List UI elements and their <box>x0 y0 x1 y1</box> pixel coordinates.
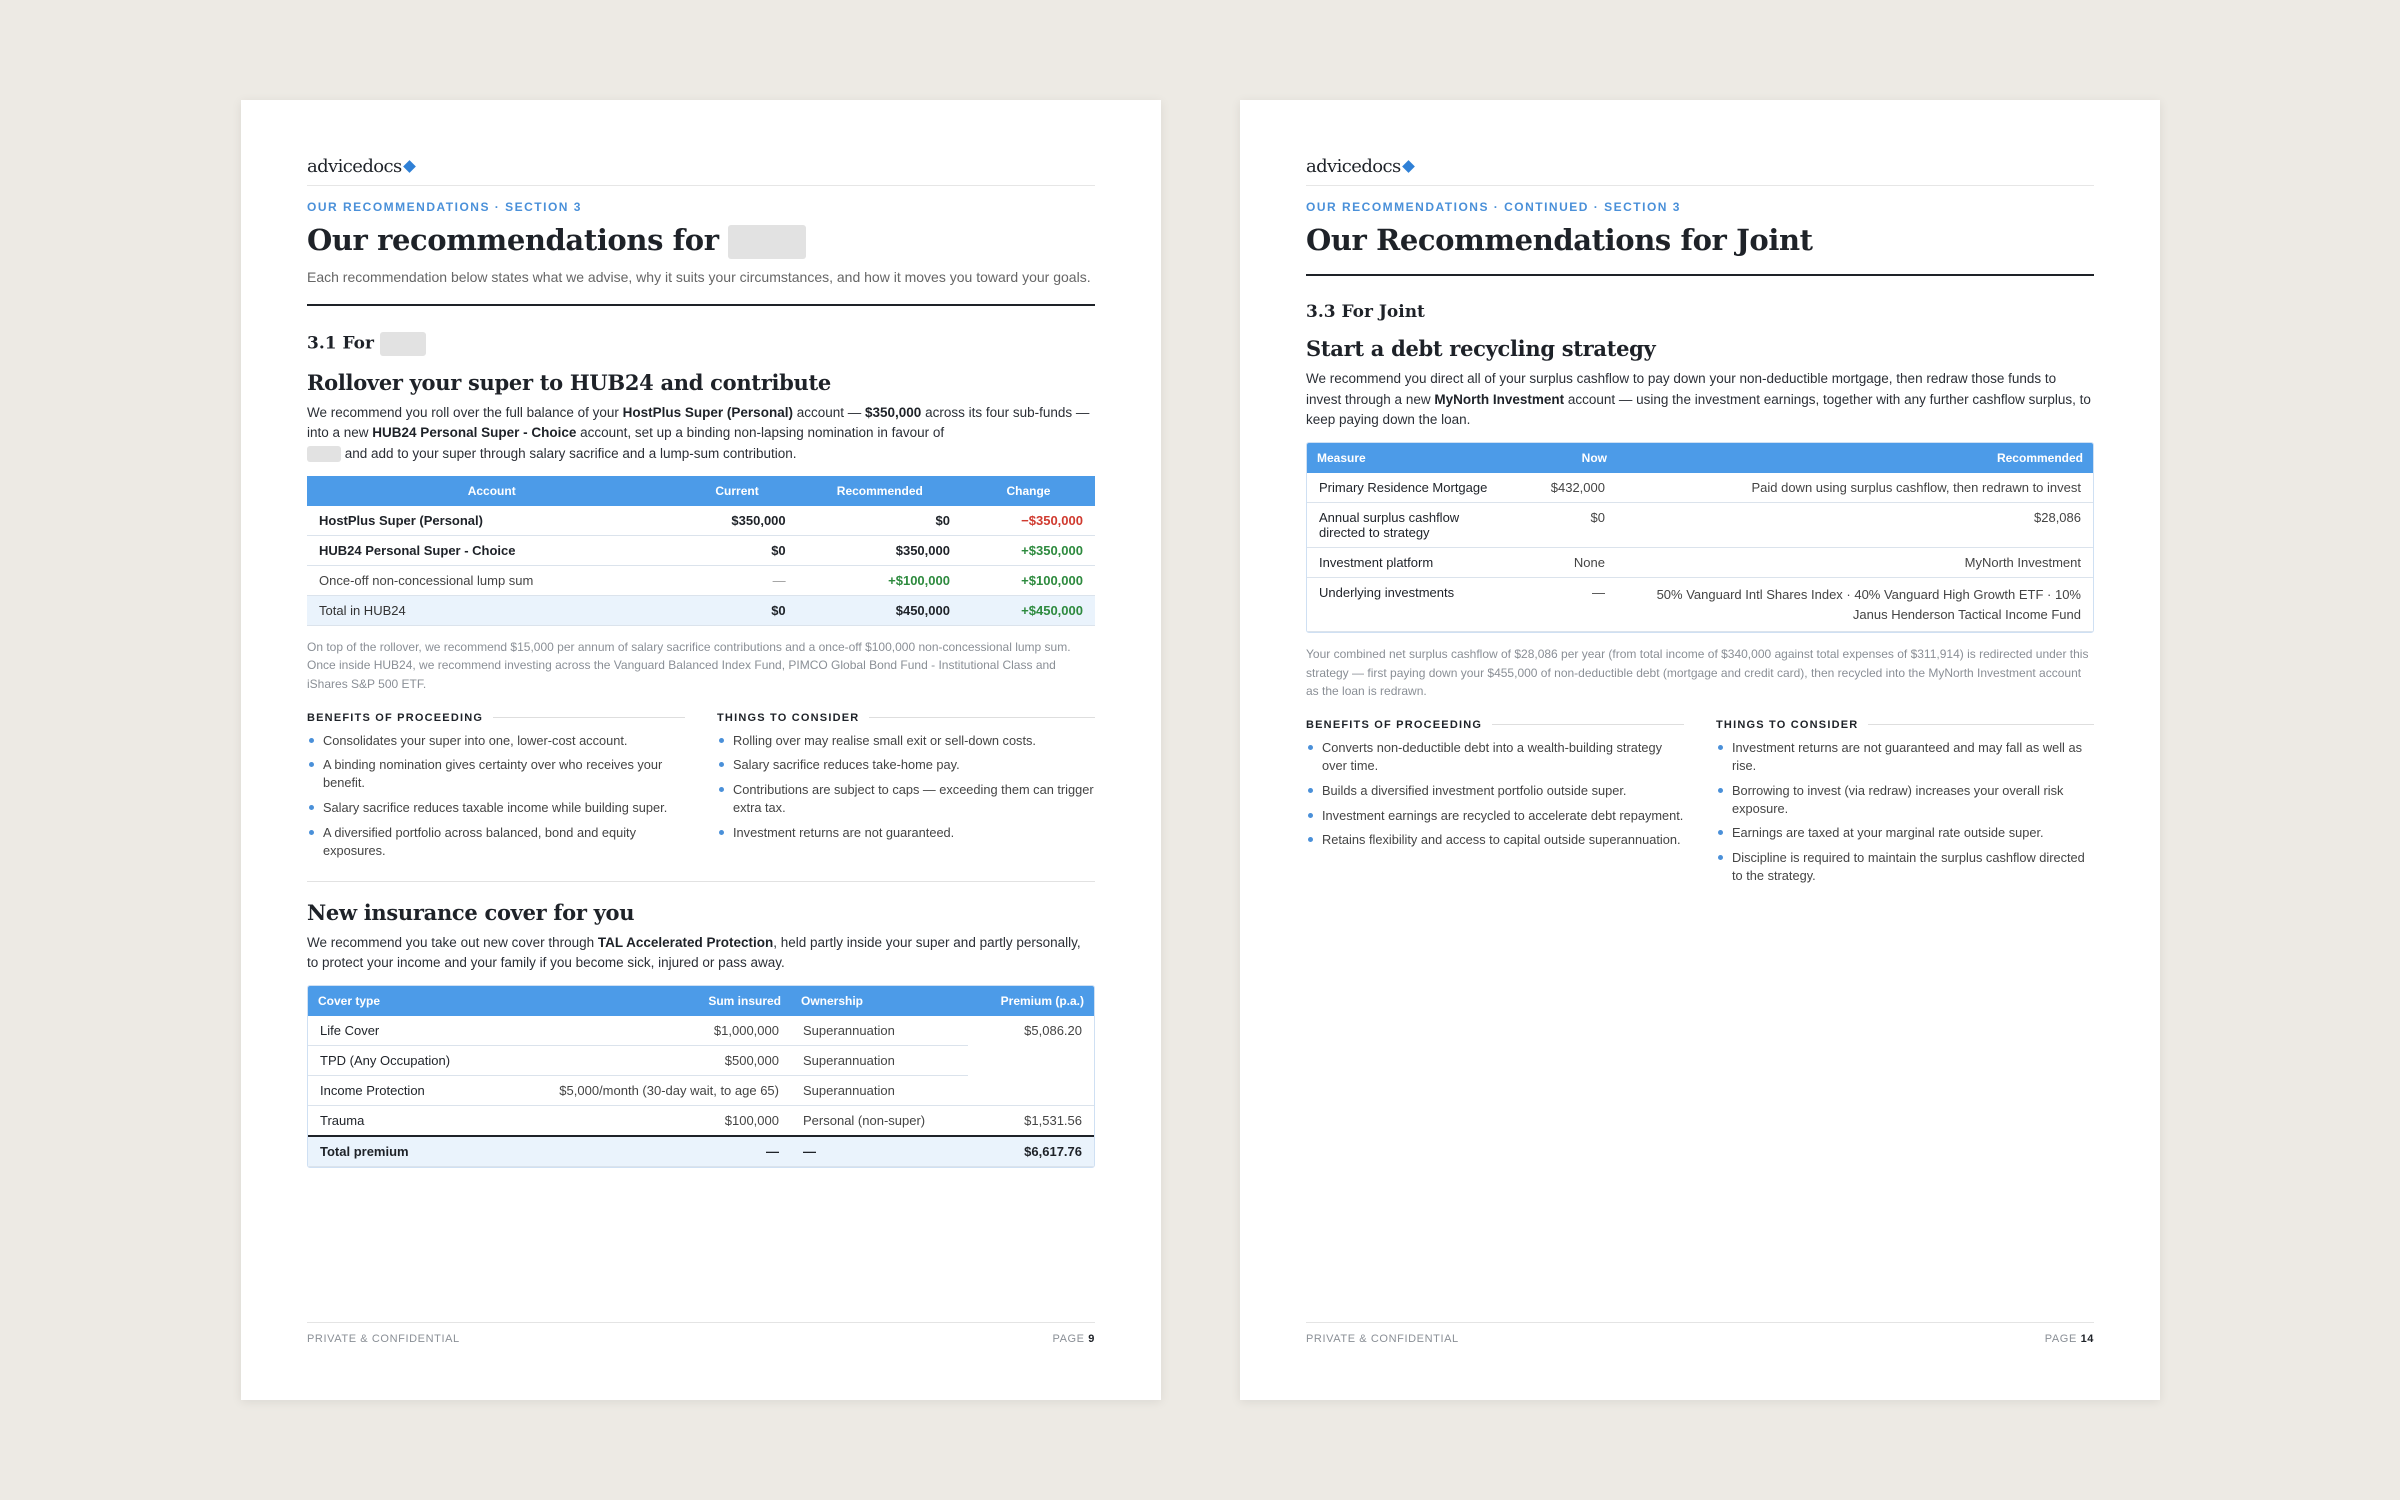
list-item: Discipline is required to maintain the surplus cashflow directed to the strategy. <box>1716 849 2094 885</box>
recommendation-intro: We recommend you direct all of your surplus cashflow to pay down your non-deductible mortgage, then redraw those funds to invest through a new MyNorth Investment account — using the investment earnings, together with any further cashflow surplus, to keep paying down the loan. <box>1306 371 2091 427</box>
table-row: Underlying investments — 50% Vanguard Intl Shares Index · 40% Vanguard High Growth ETF · 10% Janus Henderson Tactical Income Fund <box>1307 578 2093 632</box>
title-rule <box>1306 274 2094 276</box>
section-eyebrow: OUR RECOMMENDATIONS · SECTION 3 <box>307 200 582 214</box>
table-row: Income Protection $5,000/month (30-day wait, to age 65) Superannuation <box>308 1076 1094 1106</box>
benefits-list <box>1306 739 1684 850</box>
page-footer <box>307 1322 1095 1345</box>
consider-list <box>1716 739 2094 885</box>
page-number: PAGE 9 <box>1052 1333 1095 1345</box>
recommendation-intro: We recommend you roll over the full balance of your HostPlus Super (Personal) account — $350,000 across its four sub-funds — into a new HUB24 Personal Super - Choice account, set up a binding non-lapsing nomination in favour of and add to your super through salary sacrifice and a lump-sum contribution. <box>307 405 1090 461</box>
benefits-column <box>1306 719 1684 892</box>
list-item: Rolling over may realise small exit or sell-down costs. <box>717 732 1095 750</box>
benefits-list <box>307 732 685 860</box>
subsection-heading: 3.1 For <box>307 332 1095 356</box>
table-row: Life Cover $1,000,000 Superannuation $5,086.20 <box>308 1016 1094 1046</box>
redacted-name <box>380 332 426 356</box>
col-header-now: Now <box>1517 443 1617 473</box>
list-item: Retains flexibility and access to capital outside superannuation. <box>1306 831 1684 849</box>
page-title: Our recommendations for <box>307 222 1095 259</box>
benefits-heading: BENEFITS OF PROCEEDING <box>1306 718 1483 731</box>
document-page-9 <box>241 100 1161 1400</box>
col-header-measure: Measure <box>1307 443 1517 473</box>
redacted-name <box>728 225 806 259</box>
bullet-icon <box>719 762 724 767</box>
list-item: Borrowing to invest (via redraw) increases your overall risk exposure. <box>1716 782 2094 818</box>
list-item: Salary sacrifice reduces taxable income while building super. <box>307 799 685 817</box>
col-header-recommended: Recommended <box>798 476 962 506</box>
col-header-ownership: Ownership <box>791 986 968 1016</box>
list-item: Builds a diversified investment portfolio outside super. <box>1306 782 1684 800</box>
pros-cons <box>307 712 1095 867</box>
page-number: PAGE 14 <box>2044 1333 2094 1345</box>
col-header-cover: Cover type <box>308 986 495 1016</box>
benefits-heading: BENEFITS OF PROCEEDING <box>307 711 484 724</box>
bullet-icon <box>1718 788 1723 793</box>
bullet-icon <box>1308 837 1313 842</box>
table-row: Investment platform None MyNorth Investment <box>1307 548 2093 578</box>
brand-logo: advicedocs <box>307 156 1095 186</box>
insurance-table <box>308 986 1094 1167</box>
table-row: TPD (Any Occupation) $500,000 Superannuation <box>308 1046 1094 1076</box>
debt-recycling-table-box <box>1306 442 2094 633</box>
section-divider <box>307 881 1095 882</box>
list-item: Investment returns are not guaranteed and may fall as well as rise. <box>1716 739 2094 775</box>
footer-confidential: PRIVATE & CONFIDENTIAL <box>1306 1333 1459 1345</box>
recommendation-heading: Rollover your super to HUB24 and contribute <box>307 370 831 395</box>
table-total-row: Total premium — — $6,617.76 <box>308 1136 1094 1167</box>
logo-diamond-icon <box>1402 160 1415 173</box>
col-header-change: Change <box>962 476 1095 506</box>
logo-diamond-icon <box>403 160 416 173</box>
consider-column <box>717 712 1095 867</box>
col-header-account: Account <box>307 476 676 506</box>
list-item: Salary sacrifice reduces take-home pay. <box>717 756 1095 774</box>
title-rule <box>307 304 1095 306</box>
list-item: Investment returns are not guaranteed. <box>717 824 1095 842</box>
table-row: Primary Residence Mortgage $432,000 Paid down using surplus cashflow, then redrawn to invest <box>1307 473 2093 503</box>
bullet-icon <box>719 830 724 835</box>
footer-confidential: PRIVATE & CONFIDENTIAL <box>307 1333 460 1345</box>
table-row: Annual surplus cashflow directed to strategy $0 $28,086 <box>1307 503 2093 548</box>
bullet-icon <box>309 830 314 835</box>
col-header-sum: Sum insured <box>495 986 791 1016</box>
table-row: HUB24 Personal Super - Choice $0 $350,000 +$350,000 <box>307 535 1095 565</box>
brand-logo: advicedocs <box>1306 156 2094 186</box>
recommendation-intro: We recommend you take out new cover through TAL Accelerated Protection, held partly inside your super and partly personally, to protect your income and your family if you become sick, injured or pass away. <box>307 934 1081 971</box>
page-lead: Each recommendation below states what we advise, why it suits your circumstances, and how it moves you toward your goals. <box>307 269 1091 285</box>
col-header-recommended: Recommended <box>1617 443 2093 473</box>
recommendation-heading: New insurance cover for you <box>307 899 635 925</box>
bullet-icon <box>1718 745 1723 750</box>
bullet-icon <box>1308 788 1313 793</box>
table-total-row: Total in HUB24 $0 $450,000 +$450,000 <box>307 595 1095 625</box>
bullet-icon <box>1308 813 1313 818</box>
bullet-icon <box>1718 855 1723 860</box>
list-item: Contributions are subject to caps — exceeding them can trigger extra tax. <box>717 781 1095 817</box>
list-item: A binding nomination gives certainty over who receives your benefit. <box>307 756 685 792</box>
list-item: Investment earnings are recycled to accelerate debt repayment. <box>1306 807 1684 825</box>
list-item: Consolidates your super into one, lower-cost account. <box>307 732 685 750</box>
consider-heading: THINGS TO CONSIDER <box>1716 718 1859 731</box>
debt-recycling-table <box>1307 443 2093 632</box>
page-footer <box>1306 1322 2094 1345</box>
col-header-premium: Premium (p.a.) <box>968 986 1094 1016</box>
redacted-name <box>307 446 341 462</box>
bullet-icon <box>1308 745 1313 750</box>
bullet-icon <box>719 787 724 792</box>
list-item: Converts non-deductible debt into a wealth-building strategy over time. <box>1306 739 1684 775</box>
col-header-current: Current <box>676 476 797 506</box>
table-row: HostPlus Super (Personal) $350,000 $0 −$350,000 <box>307 506 1095 536</box>
rollover-note: On top of the rollover, we recommend $15,000 per annum of salary sacrifice contributions and a once-off $100,000 non-concessional lump sum. Once inside HUB24, we recommend investing across the Vanguard Balanced Index Fund, PIMCO Global Bond Fund - Institutional Class and iShares S&P 500 ETF. <box>307 639 1071 691</box>
subsection-heading: 3.3 For Joint <box>1306 302 1425 323</box>
list-item: A diversified portfolio across balanced, bond and equity exposures. <box>307 824 685 860</box>
insurance-table-box <box>307 985 1095 1168</box>
recommendation-heading: Start a debt recycling strategy <box>1306 336 1656 362</box>
bullet-icon <box>309 805 314 810</box>
benefits-column <box>307 712 685 867</box>
bullet-icon <box>719 738 724 743</box>
section-eyebrow: OUR RECOMMENDATIONS · CONTINUED · SECTION 3 <box>1306 200 1681 214</box>
bullet-icon <box>309 762 314 767</box>
strategy-note: Your combined net surplus cashflow of $28,086 per year (from total income of $340,000 against total expenses of $311,914) is redirected under this strategy — first paying down your $455,000 of non-deductible debt (mortgage and credit card), then recycled into the MyNorth Investment account as the loan is redrawn. <box>1306 647 2089 699</box>
page-title: Our Recommendations for Joint <box>1306 223 1813 257</box>
consider-list <box>717 732 1095 843</box>
consider-column <box>1716 719 2094 892</box>
bullet-icon <box>1718 830 1723 835</box>
consider-heading: THINGS TO CONSIDER <box>717 711 860 724</box>
table-row: Trauma $100,000 Personal (non-super) $1,531.56 <box>308 1106 1094 1137</box>
list-item: Earnings are taxed at your marginal rate outside super. <box>1716 824 2094 842</box>
table-row: Once-off non-concessional lump sum — +$100,000 +$100,000 <box>307 565 1095 595</box>
document-page-14 <box>1240 100 2160 1400</box>
pros-cons <box>1306 719 2094 892</box>
rollover-table <box>307 476 1095 626</box>
bullet-icon <box>309 738 314 743</box>
